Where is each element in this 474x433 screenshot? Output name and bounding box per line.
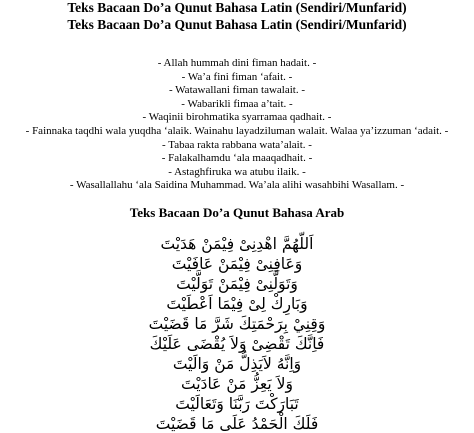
arabic-prayer-text [0,234,474,433]
latin-line: - Watawallani fiman tawalait. - [168,84,306,97]
latin-line: - Allah hummah dini fiman hadait. - [157,57,317,69]
document-title-latin [0,0,474,16]
arabic-line: تَبَارَكْتَ رَبَّنَا وَتَعَالَيْتَ [175,395,299,413]
latin-line: - Wabarikli fimaa a’tait. - [181,97,293,110]
arabic-section-title: Teks Bacaan Do’a Qunut Bahasa Arab [129,205,345,220]
title-text-repeat: Teks Bacaan Do’a Qunut Bahasa Latin (Sendiri/Munfarid) [67,17,407,32]
arabic-line: وَتَوَلَّنِىْ فِيْمَنْ تَوَلَّيْتَ [176,275,298,293]
latin-line: - Astaghfiruka wa atubu ilaik. - [168,165,306,178]
latin-prayer-text [0,57,474,193]
arabic-line: اَللّهُمَّ اهْدِنِىْ فِيْمَنْ هَدَيْتَ [160,235,314,253]
latin-line: - Wa’a fini fiman ‘afait. - [181,70,293,83]
arabic-line: وَقِنِيْ بِرَحْمَتِكَ شَرَّ مَا قَضَيْتَ [148,315,326,333]
latin-line: - Fainnaka taqdhi wala yuqdha ‘alaik. Wainahu layadziluman walait. Walaa ya’izzuman ‘adait. - [25,124,449,137]
document-title-latin-repeat [0,17,474,33]
arabic-line: فَاِنَّكَ تَقْضِىْ وَلاَ يُقْضَى عَلَيْكَ [149,335,325,353]
latin-line: - Falakalhamdu ‘ala maaqadhait. - [161,152,313,165]
latin-line: - Waqinii birohmatika syarramaa qadhait. - [142,111,332,124]
latin-line: - Wasallallahu ‘ala Saidina Muhammad. Wa’ala alihi wasahbihi Wasallam. - [69,179,405,192]
arabic-line: وَلاَ يَعِزُّ مَنْ عَادَيْتَ [181,375,293,393]
arabic-line: وَعَافِنِىْ فِيْمَنْ عَافَيْتَ [171,255,303,273]
latin-line: - Tabaa rakta rabbana wata’alait. - [162,138,312,151]
arabic-line: فَلَكَ الْحَمْدُ عَلَى مَا قَضَيْتَ [155,415,319,433]
arabic-line: وَبَارِكْ لِىْ فِيْمَا اَعْطَيْتَ [166,295,308,313]
title-text: Teks Bacaan Do’a Qunut Bahasa Latin (Sendiri/Munfarid) [67,0,407,15]
arabic-line: وَاِنَّهُ لاَيَذِلُّ مَنْ وَالَيْتَ [172,355,302,373]
